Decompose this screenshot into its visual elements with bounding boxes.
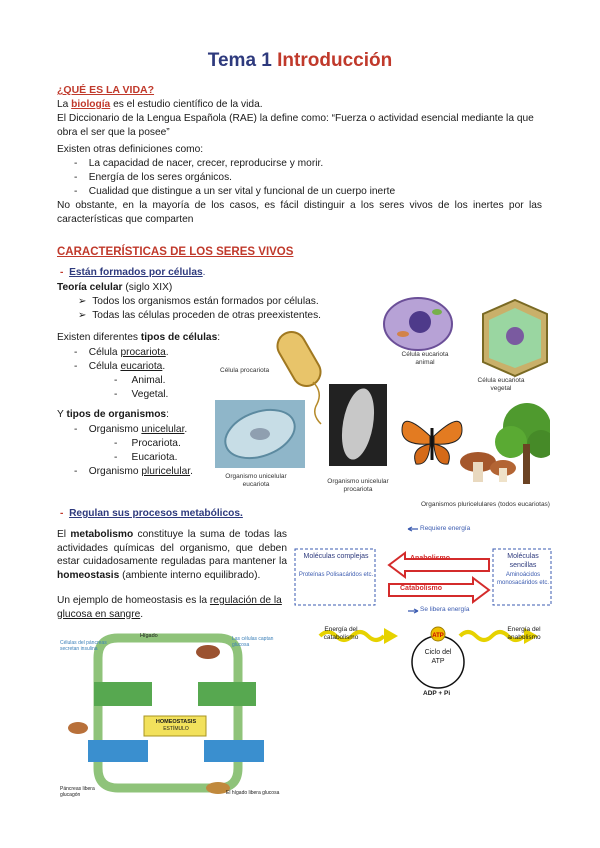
text: Teoría celular xyxy=(57,282,123,293)
label-animal-cell: Célula eucariota animal xyxy=(401,351,449,366)
adp-label: ADP + Pi xyxy=(423,690,451,697)
def-item: - La capacidad de nacer, crecer, reproducirse y morir. xyxy=(74,158,324,169)
text: Un ejemplo de homeostasis es la xyxy=(57,595,210,606)
green-box xyxy=(94,682,152,706)
text: Organismo xyxy=(88,424,142,435)
label-bacterium: Organismo unicelular procariota xyxy=(327,478,389,493)
text: tipos de células xyxy=(140,332,218,343)
term: unicelular xyxy=(141,424,185,435)
cell-illustrations xyxy=(215,292,550,500)
text: Existen diferentes xyxy=(57,332,141,343)
right-bottom-label: El hígado libera glucosa xyxy=(226,790,280,796)
def-item: - Cualidad que distingue a un ser vital y funcional de un cuerpo inerte xyxy=(74,186,396,197)
left-energy-label: Energía del catabolismo xyxy=(323,626,359,641)
rae-definition: El Diccionario de la Lengua Española (RAE) la define como: “Fuerza o actividad esencial mediante la que obra el ser que la posee” xyxy=(57,113,534,138)
text: . xyxy=(140,608,144,620)
cell-type-item: - Célula eucariota. xyxy=(74,361,166,372)
euk-sub: - Vegetal. xyxy=(114,389,169,400)
text: constituye la suma de todas las actividades químicas del organismo, que deben estar cuidadosamente reguladas para mantener la xyxy=(57,529,288,567)
text: Vegetal. xyxy=(131,389,169,400)
complex-sub: Proteínas Polisacáridos etc. xyxy=(298,572,374,578)
simple-sub: Aminoácidos monosacáridos etc. xyxy=(496,572,550,586)
text: (ambiente interno equilibrado). xyxy=(119,569,261,581)
complex-title: Moléculas complejas xyxy=(303,553,369,560)
paramecium-image xyxy=(215,400,305,468)
simple-title: Moléculas sencillas xyxy=(507,553,539,569)
right-top-label: Las células captan glucosa xyxy=(232,636,274,648)
text: Todos los organismos están formados por células. xyxy=(92,296,319,307)
text: Animal. xyxy=(131,375,166,386)
text: Todas las células proceden de otras preexistentes. xyxy=(92,310,321,321)
page-title xyxy=(0,50,600,72)
text: Eucariota. xyxy=(131,452,178,463)
left-top-label: Células del páncreas secretan insulina xyxy=(60,640,107,652)
libera-energia: Se libera energía xyxy=(420,606,470,613)
atp-cycle-label: Ciclo del ATP xyxy=(424,649,452,665)
anabolismo-label: Anabolismo xyxy=(410,555,451,562)
text: . xyxy=(184,424,188,435)
text: homeostasis xyxy=(57,569,120,581)
metabolismo-text xyxy=(57,528,287,582)
section-heading-vida: ¿QUÉ ES LA VIDA? xyxy=(57,84,155,96)
text: Y xyxy=(57,409,67,420)
teoria-item: ➢ Todas las células proceden de otras preexistentes. xyxy=(78,310,321,321)
right-energy-label: Energía del anabolismo xyxy=(507,626,541,641)
text: Están formados por células xyxy=(69,267,203,278)
text: Energía de los seres orgánicos. xyxy=(88,172,232,183)
text: metabolismo xyxy=(70,529,134,540)
other-defs-intro: Existen otras definiciones como: xyxy=(57,144,204,155)
term: procariota xyxy=(120,347,166,358)
text: Célula xyxy=(88,361,121,372)
text: (siglo XIX) xyxy=(122,282,173,293)
catabolismo-label: Catabolismo xyxy=(400,585,443,592)
estimulo-label: ESTÍMULO xyxy=(163,726,189,732)
uni-sub: - Procariota. xyxy=(114,438,181,449)
animal-cell-image xyxy=(384,298,452,350)
label-pluri: Organismos pluricelulares (todos eucariotas) xyxy=(421,501,550,508)
text: Regulan sus procesos metabólicos. xyxy=(69,508,243,519)
biologia-line xyxy=(57,98,263,112)
uni-sub: - Eucariota. xyxy=(114,452,178,463)
text: Cualidad que distingue a un ser vital y funcional de un cuerpo inerte xyxy=(88,186,396,197)
section-heading-caracteristicas: CARACTERÍSTICAS DE LOS SERES VIVOS xyxy=(57,246,294,258)
text: tipos de organismos xyxy=(66,409,167,420)
blue-box xyxy=(204,740,264,762)
text: Procariota. xyxy=(131,438,181,449)
left-bottom-label: Páncreas libera glucagón xyxy=(60,786,95,798)
sub-heading-celulas: - Están formados por células. xyxy=(60,267,206,278)
term: pluricelular xyxy=(141,466,191,477)
label-plant-cell: Célula eucariota vegetal xyxy=(477,377,525,392)
conclusion: No obstante, en la mayoría de los casos, es fácil distinguir a los seres vivos de los inertes por las características que comparten xyxy=(57,200,542,225)
higado-label: Hígado xyxy=(140,633,158,639)
text: La xyxy=(57,99,72,110)
svg-text:ATP: ATP xyxy=(432,633,444,639)
metabolism-diagram xyxy=(293,525,553,615)
green-box xyxy=(198,682,256,706)
text: regulación de la glucosa en sangre xyxy=(57,595,282,620)
org-type-item: - Organismo unicelular. xyxy=(74,424,188,435)
teoria-celular xyxy=(57,281,172,295)
text: La capacidad de nacer, crecer, reproducirse y morir. xyxy=(88,158,324,169)
text: . xyxy=(162,361,166,372)
example-text xyxy=(57,594,287,621)
org-type-item: - Organismo pluricelular. xyxy=(74,466,193,477)
biologia-link[interactable]: biología xyxy=(71,99,111,110)
text: . xyxy=(165,347,169,358)
euk-sub: - Animal. xyxy=(114,375,166,386)
def-item: - Energía de los seres orgánicos. xyxy=(74,172,232,183)
label-paramecium: Organismo unicelular eucariota xyxy=(225,473,287,488)
text: es el estudio científico de la vida. xyxy=(110,99,263,110)
title-part1: Tema 1 xyxy=(207,50,272,71)
label-prokaryote: Célula procariota xyxy=(220,367,270,374)
requiere-energia: Requiere energía xyxy=(420,525,471,532)
text: El xyxy=(57,529,71,540)
text: . xyxy=(190,466,193,477)
bacterium-image xyxy=(329,384,387,466)
title-part2: Introducción xyxy=(277,50,393,71)
tipos-organismos: Y tipos de organismos: xyxy=(57,409,169,420)
butterfly-image xyxy=(402,421,462,464)
term: eucariota xyxy=(120,361,163,372)
text: Organismo xyxy=(88,466,142,477)
blue-box xyxy=(88,740,148,762)
sub-heading-metabolicos: - Regulan sus procesos metabólicos. xyxy=(60,508,243,519)
teoria-item: ➢ Todos los organismos están formados por células. xyxy=(78,296,319,307)
cell-type-item: - Célula procariota. xyxy=(74,347,169,358)
tipos-celulas: Existen diferentes tipos de células: xyxy=(57,332,221,343)
text: Célula xyxy=(88,347,121,358)
plant-cell-image xyxy=(483,300,547,376)
homeostasis-label: HOMEOSTASIS xyxy=(155,719,197,725)
glucose-diagram xyxy=(58,628,293,808)
